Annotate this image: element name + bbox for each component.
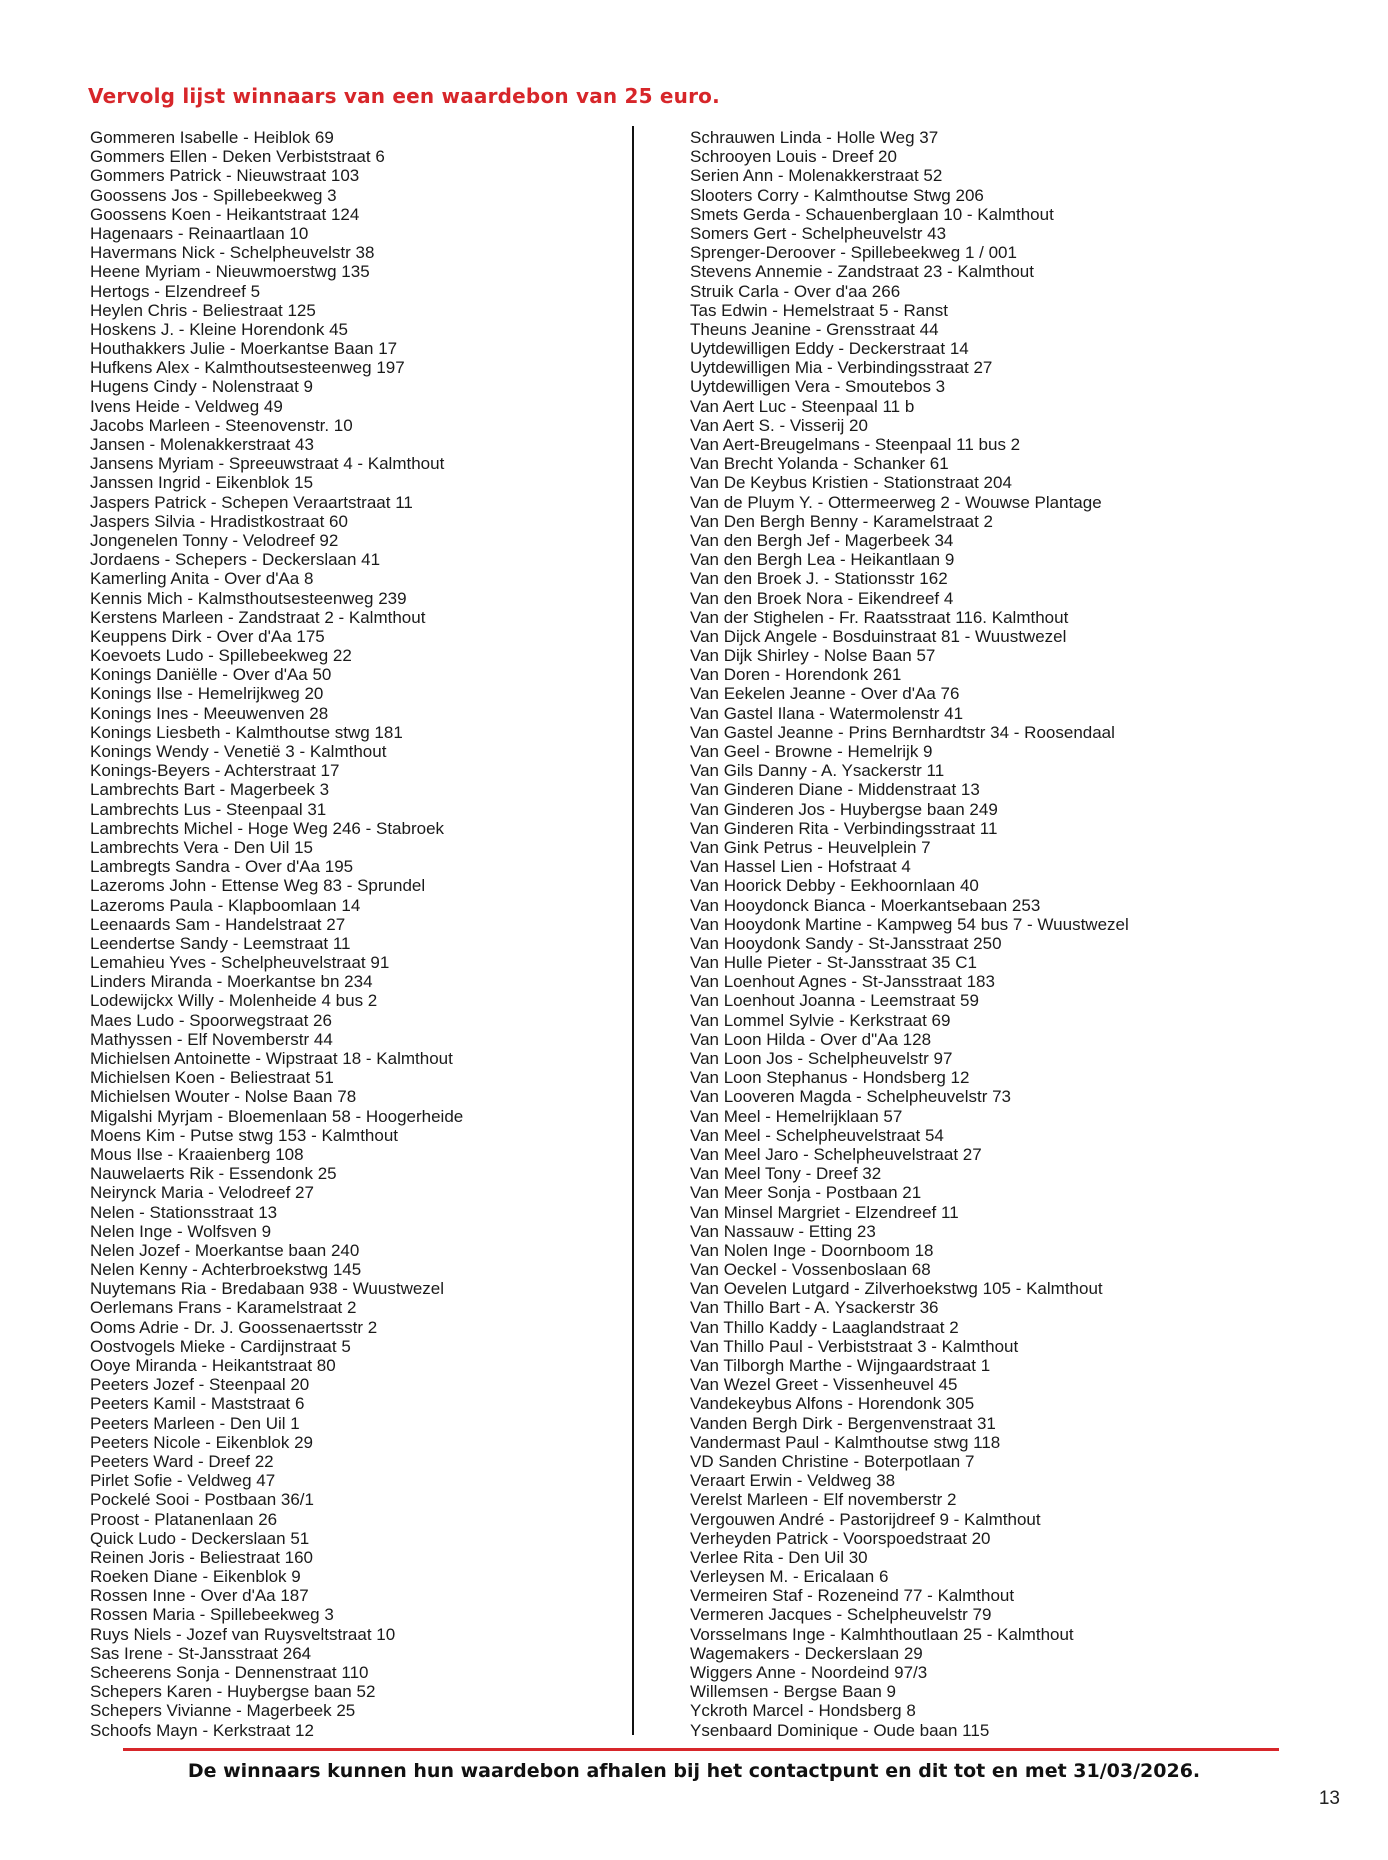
winner-entry: Kamerling Anita - Over d'Aa 8: [90, 569, 314, 589]
winner-entry: Nelen Inge - Wolfsven 9: [90, 1221, 272, 1241]
winner-entry: Proost - Platanenlaan 26: [90, 1509, 278, 1529]
winner-entry: Jordaens - Schepers - Deckerslaan 41: [90, 550, 381, 570]
winner-entry: Schoofs Mayn - Kerkstraat 12: [90, 1720, 314, 1740]
winner-entry: Schrauwen Linda - Holle Weg 37: [690, 128, 939, 147]
winner-entry: Neirynck Maria - Velodreef 27: [90, 1183, 314, 1203]
winner-entry: Ooms Adrie - Dr. J. Goossenaertsstr 2: [90, 1317, 378, 1337]
winner-entry: Konings Daniëlle - Over d'Aa 50: [90, 665, 332, 685]
footer-note: De winnaars kunnen hun waardebon afhalen bij het contactpunt en dit tot en met 31/03/2026.: [187, 1760, 1201, 1782]
winner-entry: Van Dijk Shirley - Nolse Baan 57: [690, 646, 936, 666]
winner-entry: Linders Miranda - Moerkantse bn 234: [90, 972, 373, 992]
footer-rule: [123, 1748, 1279, 1751]
winner-entry: Sprenger-Deroover - Spillebeekweg 1 / 001: [690, 243, 1017, 263]
winner-entry: Ysenbaard Dominique - Oude baan 115: [690, 1720, 990, 1740]
winner-entry: Schepers Vivianne - Magerbeek 25: [90, 1701, 356, 1721]
winner-entry: Verleysen M. - Ericalaan 6: [690, 1567, 889, 1587]
winner-entry: Van Thillo Kaddy - Laaglandstraat 2: [690, 1317, 959, 1337]
winner-entry: Lazeroms John - Ettense Weg 83 - Sprundel: [90, 876, 426, 896]
winner-entry: Quick Ludo - Deckerslaan 51: [90, 1528, 310, 1548]
winner-entry: Van den Broek Nora - Eikendreef 4: [690, 588, 954, 608]
winner-entry: Lambrechts Lus - Steenpaal 31: [90, 799, 327, 819]
winner-entry: Maes Ludo - Spoorwegstraat 26: [90, 1010, 332, 1030]
winner-entry: Jaspers Silvia - Hradistkostraat 60: [90, 511, 348, 531]
winner-entry: Van Meer Sonja - Postbaan 21: [690, 1183, 922, 1203]
winner-entry: Migalshi Myrjam - Bloemenlaan 58 - Hoogerheide: [90, 1106, 464, 1126]
winner-entry: Verheyden Patrick - Voorspoedstraat 20: [690, 1528, 991, 1548]
winner-entry: Van De Keybus Kristien - Stationstraat 204: [690, 473, 1012, 493]
winner-entry: Schrooyen Louis - Dreef 20: [690, 147, 897, 167]
winner-entry: Veraart Erwin - Veldweg 38: [690, 1471, 896, 1491]
winner-entry: Jansens Myriam - Spreeuwstraat 4 - Kalmthout: [90, 454, 445, 474]
winner-entry: Uytdewilligen Vera - Smoutebos 3: [690, 377, 946, 397]
winner-entry: Hertogs - Elzendreef 5: [90, 281, 261, 301]
winner-entry: Van den Bergh Lea - Heikantlaan 9: [690, 550, 955, 570]
winner-entry: Gommers Patrick - Nieuwstraat 103: [90, 166, 360, 186]
winner-entry: Van Geel - Browne - Hemelrijk 9: [690, 742, 933, 761]
winner-entry: VD Sanden Christine - Boterpotlaan 7: [690, 1451, 975, 1471]
winner-entry: Van Hassel Lien - Hofstraat 4: [690, 857, 911, 877]
winner-entry: Oerlemans Frans - Karamelstraat 2: [90, 1298, 357, 1318]
winner-entry: Oostvogels Mieke - Cardijnstraat 5: [90, 1336, 351, 1356]
winner-entry: Van Hooydonck Bianca - Moerkantsebaan 253: [690, 895, 1041, 915]
winner-entry: Moens Kim - Putse stwg 153 - Kalmthout: [90, 1125, 399, 1145]
winner-entry: Stevens Annemie - Zandstraat 23 - Kalmthout: [690, 262, 1034, 282]
winner-entry: Van Den Bergh Benny - Karamelstraat 2: [690, 511, 994, 531]
winner-entry: Yckroth Marcel - Hondsberg 8: [690, 1701, 916, 1721]
winner-entry: Van Thillo Bart - A. Ysackerstr 36: [690, 1298, 939, 1318]
winner-entry: Koevoets Ludo - Spillebeekweg 22: [90, 646, 352, 666]
winner-entry: Van Hulle Pieter - St-Jansstraat 35 C1: [690, 953, 977, 973]
winner-entry: Nelen Jozef - Moerkantse baan 240: [90, 1240, 360, 1260]
winner-entry: Van Wezel Greet - Vissenheuvel 45: [690, 1375, 958, 1395]
winner-entry: Jaspers Patrick - Schepen Veraartstraat 11: [90, 492, 413, 512]
winner-entry: Vorsselmans Inge - Kalmhthoutlaan 25 - Kalmthout: [690, 1624, 1074, 1644]
winner-entry: Van Brecht Yolanda - Schanker 61: [690, 454, 949, 474]
winner-entry: Hufkens Alex - Kalmthoutsesteenweg 197: [90, 358, 405, 378]
winner-entry: Hoskens J. - Kleine Horendonk 45: [90, 319, 348, 339]
winner-entry: Scheerens Sonja - Dennenstraat 110: [90, 1663, 369, 1682]
winner-entry: Van Oeckel - Vossenboslaan 68: [690, 1260, 931, 1280]
winner-entry: Van Ginderen Rita - Verbindingsstraat 11: [690, 818, 998, 838]
winner-entry: Heene Myriam - Nieuwmoerstwg 135: [90, 262, 370, 282]
winner-entry: Willemsen - Bergse Baan 9: [690, 1682, 896, 1702]
page-number: 13: [1318, 1788, 1340, 1809]
winner-entry: Van Ginderen Jos - Huybergse baan 249: [690, 799, 998, 819]
winner-entry: Van Hooydonk Martine - Kampweg 54 bus 7 - Wuustwezel: [690, 914, 1129, 934]
winner-entry: Goossens Jos - Spillebeekweg 3: [90, 185, 337, 205]
winner-entry: Van Meel Tony - Dreef 32: [690, 1164, 882, 1184]
winner-entry: Gommeren Isabelle - Heiblok 69: [90, 128, 334, 147]
winner-entry: Goossens Koen - Heikantstraat 124: [90, 204, 360, 224]
winner-entry: Tas Edwin - Hemelstraat 5 - Ranst: [690, 300, 948, 320]
winner-entry: Van de Pluym Y. - Ottermeerweg 2 - Wouwse Plantage: [690, 492, 1102, 512]
winner-entry: Mathyssen - Elf Novemberstr 44: [90, 1029, 333, 1049]
winner-entry: Wiggers Anne - Noordeind 97/3: [690, 1663, 928, 1682]
winner-entry: Hugens Cindy - Nolenstraat 9: [90, 377, 314, 397]
winner-entry: Somers Gert - Schelpheuvelstr 43: [690, 223, 947, 243]
winner-entry: Michielsen Koen - Beliestraat 51: [90, 1068, 334, 1088]
winner-entry: Van Meel - Schelpheuvelstraat 54: [690, 1125, 944, 1145]
winner-entry: Havermans Nick - Schelpheuvelstr 38: [90, 243, 375, 263]
winner-entry: Van Oevelen Lutgard - Zilverhoekstwg 105 - Kalmthout: [690, 1279, 1103, 1299]
winner-entry: Peeters Marleen - Den Uil 1: [90, 1413, 300, 1433]
column-divider: [632, 126, 634, 1735]
winner-entry: Pockelé Sooi - Postbaan 36/1: [90, 1490, 314, 1510]
winner-entry: Lambrechts Michel - Hoge Weg 246 - Stabroek: [90, 818, 445, 838]
winner-entry: Van Hoorick Debby - Eekhoornlaan 40: [690, 876, 979, 896]
winner-entry: Roeken Diane - Eikenblok 9: [90, 1567, 301, 1587]
winner-entry: Mous Ilse - Kraaienberg 108: [90, 1144, 304, 1164]
winner-entry: Van Nassauw - Etting 23: [690, 1221, 876, 1241]
winner-entry: Lazeroms Paula - Klapboomlaan 14: [90, 895, 361, 915]
winner-entry: Van Lommel Sylvie - Kerkstraat 69: [690, 1010, 951, 1030]
winner-entry: Van Meel - Hemelrijklaan 57: [690, 1106, 903, 1126]
winner-entry: Michielsen Wouter - Nolse Baan 78: [90, 1087, 357, 1107]
winner-entry: Rossen Inne - Over d'Aa 187: [90, 1586, 309, 1606]
winner-entry: Lodewijckx Willy - Molenheide 4 bus 2: [90, 991, 378, 1011]
winner-entry: Van Dijck Angele - Bosduinstraat 81 - Wuustwezel: [690, 626, 1067, 646]
winner-entry: Konings Ilse - Hemelrijkweg 20: [90, 684, 324, 704]
winner-entry: Van Nolen Inge - Doornboom 18: [690, 1240, 934, 1260]
winner-entry: Schepers Karen - Huybergse baan 52: [90, 1682, 376, 1702]
winner-entry: Michielsen Antoinette - Wipstraat 18 - Kalmthout: [90, 1049, 453, 1068]
winner-entry: Rossen Maria - Spillebeekweg 3: [90, 1605, 334, 1625]
winner-entry: Van Thillo Paul - Verbiststraat 3 - Kalmthout: [690, 1336, 1019, 1356]
winner-entry: Vanden Bergh Dirk - Bergenvenstraat 31: [690, 1413, 996, 1433]
winner-entry: Nauwelaerts Rik - Essendonk 25: [90, 1164, 337, 1184]
winner-entry: Van Minsel Margriet - Elzendreef 11: [690, 1202, 959, 1222]
winner-entry: Kennis Mich - Kalmsthoutsesteenweg 239: [90, 588, 407, 608]
winner-entry: Vandekeybus Alfons - Horendonk 305: [690, 1394, 975, 1414]
winner-entry: Van Tilborgh Marthe - Wijngaardstraat 1: [690, 1356, 991, 1375]
winner-entry: Jansen - Molenakkerstraat 43: [90, 435, 314, 454]
winner-entry: Van Gink Petrus - Heuvelplein 7: [690, 837, 931, 857]
winner-entry: Leenaards Sam - Handelstraat 27: [90, 914, 346, 934]
winner-entry: Van Doren - Horendonk 261: [690, 665, 902, 685]
winners-list-left: [90, 128, 620, 1740]
winner-entry: Leendertse Sandy - Leemstraat 11: [90, 933, 351, 953]
winner-entry: Van Loenhout Agnes - St-Jansstraat 183: [690, 972, 995, 992]
winner-entry: Struik Carla - Over d'aa 266: [690, 281, 901, 301]
winner-entry: Vergouwen André - Pastorijdreef 9 - Kalmthout: [690, 1509, 1041, 1529]
winner-entry: Van Aert S. - Visserij 20: [690, 415, 868, 435]
winner-entry: Ruys Niels - Jozef van Ruysveltstraat 10: [90, 1624, 396, 1644]
winner-entry: Van Looveren Magda - Schelpheuvelstr 73: [690, 1087, 1011, 1107]
winner-entry: Nelen Kenny - Achterbroekstwg 145: [90, 1260, 362, 1280]
winner-entry: Gommers Ellen - Deken Verbiststraat 6: [90, 147, 385, 167]
winner-entry: Van Aert-Breugelmans - Steenpaal 11 bus 2: [690, 435, 1021, 454]
winner-entry: Jacobs Marleen - Steenovenstr. 10: [90, 415, 353, 435]
winner-entry: Konings Ines - Meeuwenven 28: [90, 703, 329, 723]
winner-entry: Wagemakers - Deckerslaan 29: [690, 1643, 923, 1663]
winner-entry: Van den Broek J. - Stationsstr 162: [690, 569, 948, 589]
winner-entry: Slooters Corry - Kalmthoutse Stwg 206: [690, 185, 984, 205]
winner-entry: Verelst Marleen - Elf novemberstr 2: [690, 1490, 957, 1510]
winner-entry: Konings Liesbeth - Kalmthoutse stwg 181: [90, 722, 403, 742]
winner-entry: Van Eekelen Jeanne - Over d'Aa 76: [690, 684, 960, 704]
winner-entry: Ooye Miranda - Heikantstraat 80: [90, 1356, 336, 1375]
winner-entry: Van Loenhout Joanna - Leemstraat 59: [690, 991, 979, 1011]
winner-entry: Konings Wendy - Venetië 3 - Kalmthout: [90, 742, 387, 761]
winner-entry: Heylen Chris - Beliestraat 125: [90, 300, 316, 320]
winner-entry: Van Gastel Jeanne - Prins Bernhardtstr 34 - Roosendaal: [690, 722, 1115, 742]
winner-entry: Uytdewilligen Mia - Verbindingsstraat 27: [690, 358, 993, 378]
winner-entry: Kerstens Marleen - Zandstraat 2 - Kalmthout: [90, 607, 426, 627]
winner-entry: Van Gastel Ilana - Watermolenstr 41: [690, 703, 964, 723]
winner-entry: Peeters Nicole - Eikenblok 29: [90, 1432, 314, 1452]
winner-entry: Jongenelen Tonny - Velodreef 92: [90, 530, 339, 550]
winner-entry: Van Hooydonk Sandy - St-Jansstraat 250: [690, 933, 1002, 953]
winner-entry: Peeters Ward - Dreef 22: [90, 1451, 274, 1471]
winner-entry: Sas Irene - St-Jansstraat 264: [90, 1643, 312, 1663]
winner-entry: Konings-Beyers - Achterstraat 17: [90, 761, 340, 781]
winner-entry: Verlee Rita - Den Uil 30: [690, 1547, 868, 1567]
winner-entry: Keuppens Dirk - Over d'Aa 175: [90, 626, 325, 646]
winner-entry: Nelen - Stationsstraat 13: [90, 1202, 278, 1222]
winner-entry: Lambregts Sandra - Over d'Aa 195: [90, 857, 354, 877]
winner-entry: Peeters Jozef - Steenpaal 20: [90, 1375, 310, 1395]
winner-entry: Reinen Joris - Beliestraat 160: [90, 1547, 314, 1567]
winner-entry: Van den Bergh Jef - Magerbeek 34: [690, 530, 954, 550]
winner-entry: Serien Ann - Molenakkerstraat 52: [690, 166, 943, 186]
winner-entry: Van Ginderen Diane - Middenstraat 13: [690, 780, 980, 800]
winner-entry: Uytdewilligen Eddy - Deckerstraat 14: [690, 339, 969, 359]
winner-entry: Smets Gerda - Schauenberglaan 10 - Kalmthout: [690, 204, 1054, 224]
winner-entry: Lambrechts Bart - Magerbeek 3: [90, 780, 330, 800]
winner-entry: Peeters Kamil - Maststraat 6: [90, 1394, 305, 1414]
winner-entry: Vermeren Jacques - Schelpheuvelstr 79: [690, 1605, 992, 1625]
winner-entry: Pirlet Sofie - Veldweg 47: [90, 1471, 276, 1491]
winner-entry: Van Aert Luc - Steenpaal 11 b: [690, 396, 915, 416]
winner-entry: Janssen Ingrid - Eikenblok 15: [90, 473, 314, 493]
winner-entry: Theuns Jeanine - Grensstraat 44: [690, 319, 939, 339]
winner-entry: Hagenaars - Reinaartlaan 10: [90, 223, 309, 243]
winner-entry: Van Loon Jos - Schelpheuvelstr 97: [690, 1049, 953, 1068]
winner-entry: Lambrechts Vera - Den Uil 15: [90, 837, 313, 857]
winner-entry: Nuytemans Ria - Bredabaan 938 - Wuustwezel: [90, 1279, 445, 1299]
winner-entry: Ivens Heide - Veldweg 49: [90, 396, 283, 416]
page-title: Vervolg lijst winnaars van een waardebon van 25 euro.: [88, 84, 720, 108]
winner-entry: Lemahieu Yves - Schelpheuvelstraat 91: [90, 953, 390, 973]
winner-entry: Van Meel Jaro - Schelpheuvelstraat 27: [690, 1144, 982, 1164]
winners-list-right: [690, 128, 1330, 1740]
winner-entry: Vermeiren Staf - Rozeneind 77 - Kalmthout: [690, 1586, 1015, 1606]
winner-entry: Vandermast Paul - Kalmthoutse stwg 118: [690, 1432, 1001, 1452]
winner-entry: Houthakkers Julie - Moerkantse Baan 17: [90, 339, 398, 359]
winner-entry: Van Loon Stephanus - Hondsberg 12: [690, 1068, 970, 1088]
winner-entry: Van Loon Hilda - Over d"Aa 128: [690, 1029, 932, 1049]
winner-entry: Van Gils Danny - A. Ysackerstr 11: [690, 761, 945, 781]
winner-entry: Van der Stighelen - Fr. Raatsstraat 116. Kalmthout: [690, 607, 1069, 627]
